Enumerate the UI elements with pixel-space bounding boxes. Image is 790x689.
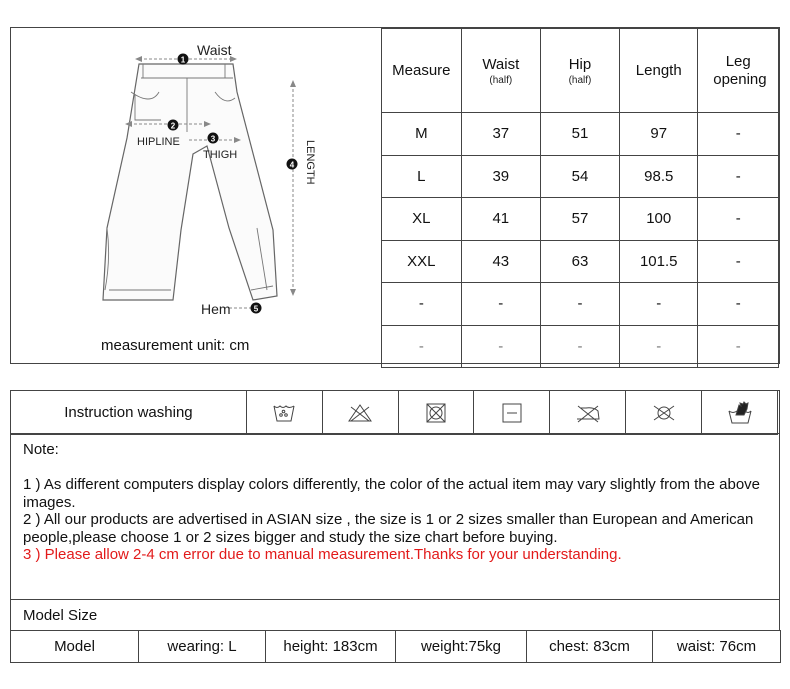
cell-waist: 37 (461, 113, 540, 156)
wash-30-icon (246, 391, 322, 435)
washing-instructions (10, 390, 780, 434)
size-chart-panel (10, 27, 780, 364)
label-thigh: THIGH (203, 149, 238, 161)
size-table (381, 28, 779, 368)
marker-2-icon (168, 120, 179, 131)
marker-3-icon (208, 133, 219, 144)
marker-1-icon (178, 54, 189, 65)
label-hem: Hem (201, 301, 231, 317)
dry-flat-icon (474, 391, 550, 435)
marker-4-icon (287, 159, 298, 170)
cell-leg-opening: - (698, 155, 779, 198)
cell-length: 97 (620, 113, 698, 156)
cell-length: - (620, 325, 698, 368)
table-row (382, 283, 779, 326)
table-row (382, 325, 779, 368)
table-row (382, 240, 779, 283)
low-iron-icon (550, 391, 626, 435)
cell-hip: 63 (540, 240, 619, 283)
svg-text:1: 1 (180, 55, 186, 65)
cell-length: 101.5 (620, 240, 698, 283)
cell-waist: 43 (461, 240, 540, 283)
label-length: LENGTH (304, 140, 316, 185)
header-length: Length (620, 29, 698, 113)
no-bleach-icon (322, 391, 398, 435)
cell-waist: - (461, 325, 540, 368)
cell-leg-opening: - (698, 325, 779, 368)
cell-length: 100 (620, 198, 698, 241)
table-row (382, 113, 779, 156)
model-label: Model (11, 631, 139, 663)
notes-title: Note: (23, 441, 59, 458)
model-size-header (10, 600, 780, 631)
hand-wash-icon (702, 391, 778, 435)
note-item-1: 1 ) As different computers display colors differently, the color of the actual item may vary slightly from the above images. (23, 476, 761, 511)
note-item-3: 3 ) Please allow 2-4 cm error due to manual measurement.Thanks for your understanding. (23, 546, 622, 563)
cell-leg-opening: - (698, 283, 779, 326)
cell-size: XL (382, 198, 462, 241)
model-waist: waist: 76cm (653, 631, 781, 663)
cell-size: - (382, 283, 462, 326)
note-item-2: 2 ) All our products are advertised in ASIAN size , the size is 1 or 2 sizes smaller than European and American people,please choose 1 or 2 sizes bigger and study the size chart before buying. (23, 511, 754, 546)
model-wearing: wearing: L (139, 631, 266, 663)
size-table-header (382, 29, 779, 113)
cell-waist: 39 (461, 155, 540, 198)
cell-size: XXL (382, 240, 462, 283)
cell-hip: - (540, 325, 619, 368)
table-row (382, 198, 779, 241)
header-hip: Hip (half) (540, 29, 619, 113)
no-dry-clean-icon (626, 391, 702, 435)
model-weight: weight:75kg (396, 631, 527, 663)
washing-label: Instruction washing (11, 391, 247, 435)
cell-hip: 57 (540, 198, 619, 241)
svg-text:4: 4 (289, 160, 295, 170)
table-row (11, 631, 781, 663)
cell-hip: 51 (540, 113, 619, 156)
cell-size: L (382, 155, 462, 198)
cell-length: - (620, 283, 698, 326)
svg-text:3: 3 (210, 134, 216, 144)
cell-hip: - (540, 283, 619, 326)
label-waist: Waist (197, 42, 232, 58)
cell-size: M (382, 113, 462, 156)
label-hipline: HIPLINE (137, 136, 180, 148)
header-leg-opening: Leg opening (698, 29, 779, 113)
header-measure: Measure (382, 29, 462, 113)
svg-text:5: 5 (253, 304, 259, 314)
cell-waist: 41 (461, 198, 540, 241)
cell-size: - (382, 325, 462, 368)
cell-waist: - (461, 283, 540, 326)
cell-length: 98.5 (620, 155, 698, 198)
cell-leg-opening: - (698, 198, 779, 241)
cell-hip: 54 (540, 155, 619, 198)
table-row (382, 155, 779, 198)
notes-panel (10, 434, 780, 600)
pants-outline-icon (103, 64, 277, 300)
cell-leg-opening: - (698, 113, 779, 156)
header-waist: Waist (half) (461, 29, 540, 113)
no-tumble-dry-icon (398, 391, 474, 435)
cell-leg-opening: - (698, 240, 779, 283)
model-size-title: Model Size (23, 607, 98, 624)
model-size-table (10, 630, 781, 663)
marker-5-icon (251, 303, 262, 314)
svg-text:2: 2 (170, 121, 176, 131)
pants-diagram (11, 28, 381, 363)
model-chest: chest: 83cm (527, 631, 653, 663)
model-height: height: 183cm (266, 631, 396, 663)
measurement-unit-text: measurement unit: cm (101, 337, 250, 354)
